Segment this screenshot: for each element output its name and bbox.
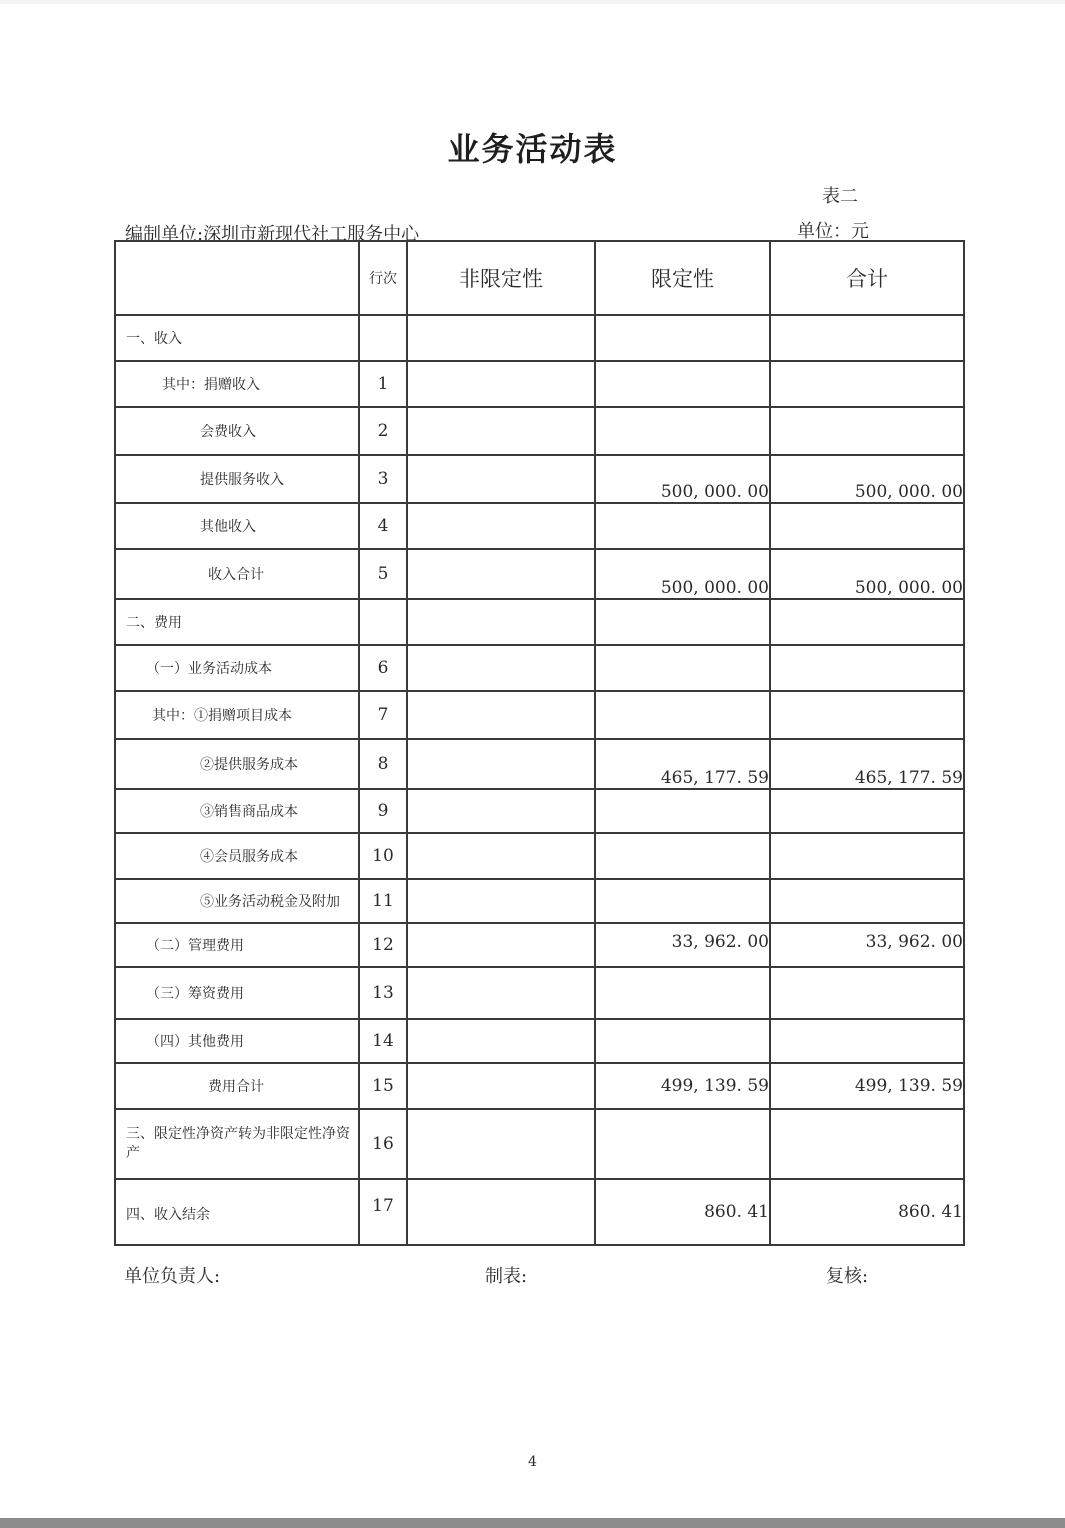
- row-unrestricted: [407, 1063, 595, 1109]
- row-unrestricted: [407, 923, 595, 967]
- business-activity-table: [114, 240, 965, 1246]
- row-unrestricted: [407, 1019, 595, 1063]
- row-restricted: 860. 41: [595, 1179, 770, 1245]
- row-line-no: 16: [359, 1109, 407, 1179]
- row-total: [770, 789, 964, 833]
- row-unrestricted: [407, 645, 595, 691]
- row-line-no: [359, 315, 407, 361]
- row-restricted: [595, 789, 770, 833]
- row-line-no: 8: [359, 739, 407, 789]
- row-restricted: [595, 879, 770, 923]
- row-restricted: 500, 000. 00: [595, 549, 770, 599]
- scan-edge-top: [0, 0, 1065, 4]
- page-number: 4: [528, 1454, 537, 1470]
- page-title: 业务活动表: [447, 130, 618, 168]
- row-restricted: [595, 967, 770, 1019]
- row-total: [770, 967, 964, 1019]
- row-total: [770, 1019, 964, 1063]
- row-line-no: 14: [359, 1019, 407, 1063]
- row-label: （四）其他费用: [115, 1019, 359, 1063]
- table-row: [115, 879, 964, 923]
- row-label: （一）业务活动成本: [115, 645, 359, 691]
- row-total: 500, 000. 00: [770, 455, 964, 503]
- table-row: [115, 315, 964, 361]
- row-total: [770, 361, 964, 407]
- row-line-no: 10: [359, 833, 407, 879]
- row-line-no: 11: [359, 879, 407, 923]
- row-restricted: [595, 1019, 770, 1063]
- row-line-no: 1: [359, 361, 407, 407]
- row-total: 500, 000. 00: [770, 549, 964, 599]
- row-label: ⑤业务活动税金及附加: [115, 879, 359, 923]
- row-unrestricted: [407, 739, 595, 789]
- row-unrestricted: [407, 789, 595, 833]
- row-unrestricted: [407, 879, 595, 923]
- row-line-no: 7: [359, 691, 407, 739]
- row-restricted: [595, 315, 770, 361]
- table-number: 表二: [822, 186, 858, 207]
- table-row: [115, 549, 964, 599]
- table-row: [115, 407, 964, 455]
- table-row: [115, 599, 964, 645]
- table-row: [115, 691, 964, 739]
- row-line-no: 12: [359, 923, 407, 967]
- table-row: [115, 833, 964, 879]
- table-row: [115, 967, 964, 1019]
- row-label: （二）管理费用: [115, 923, 359, 967]
- row-unrestricted: [407, 599, 595, 645]
- row-unrestricted: [407, 503, 595, 549]
- row-line-no: 4: [359, 503, 407, 549]
- row-label: ②提供服务成本: [115, 739, 359, 789]
- row-label: ④会员服务成本: [115, 833, 359, 879]
- row-restricted: [595, 361, 770, 407]
- row-unrestricted: [407, 691, 595, 739]
- table-row: [115, 503, 964, 549]
- scan-edge-bottom: [0, 1518, 1065, 1528]
- organization-label: 编制单位:深圳市新现代社工服务中心: [125, 224, 420, 245]
- header-unrestricted: 非限定性: [407, 241, 595, 315]
- row-unrestricted: [407, 1109, 595, 1179]
- row-total: [770, 645, 964, 691]
- row-unrestricted: [407, 833, 595, 879]
- row-total: [770, 503, 964, 549]
- row-unrestricted: [407, 455, 595, 503]
- row-total: 33, 962. 00: [770, 923, 964, 967]
- row-restricted: [595, 599, 770, 645]
- header-total: 合计: [770, 241, 964, 315]
- row-restricted: [595, 645, 770, 691]
- row-line-no: 13: [359, 967, 407, 1019]
- row-line-no: 9: [359, 789, 407, 833]
- row-label: 其他收入: [115, 503, 359, 549]
- footer-prepared-by: 制表:: [485, 1266, 528, 1287]
- table-row: [115, 455, 964, 503]
- row-restricted: 500, 000. 00: [595, 455, 770, 503]
- row-label: 会费收入: [115, 407, 359, 455]
- row-restricted: [595, 691, 770, 739]
- row-unrestricted: [407, 315, 595, 361]
- row-label: 其中：捐赠收入: [115, 361, 359, 407]
- row-label: 提供服务收入: [115, 455, 359, 503]
- row-line-no: 3: [359, 455, 407, 503]
- row-unrestricted: [407, 549, 595, 599]
- row-restricted: 499, 139. 59: [595, 1063, 770, 1109]
- table-row: [115, 923, 964, 967]
- row-label: 一、收入: [115, 315, 359, 361]
- row-restricted: [595, 407, 770, 455]
- table-row: [115, 361, 964, 407]
- row-total: 499, 139. 59: [770, 1063, 964, 1109]
- row-restricted: [595, 833, 770, 879]
- table-row: [115, 739, 964, 789]
- footer-reviewed-by: 复核:: [826, 1266, 869, 1287]
- row-total: [770, 691, 964, 739]
- row-restricted: [595, 503, 770, 549]
- table-row: [115, 1063, 964, 1109]
- row-label: 收入合计: [115, 549, 359, 599]
- row-total: [770, 315, 964, 361]
- row-restricted: 465, 177. 59: [595, 739, 770, 789]
- row-label: 四、收入结余: [115, 1179, 359, 1245]
- table-row: [115, 645, 964, 691]
- row-line-no: [359, 599, 407, 645]
- row-total: [770, 833, 964, 879]
- table-row: [115, 1179, 964, 1245]
- row-unrestricted: [407, 967, 595, 1019]
- row-total: [770, 1109, 964, 1179]
- row-line-no: 2: [359, 407, 407, 455]
- row-label: ③销售商品成本: [115, 789, 359, 833]
- table-row: [115, 1109, 964, 1179]
- row-line-no: 17: [359, 1179, 407, 1245]
- row-line-no: 15: [359, 1063, 407, 1109]
- header-restricted: 限定性: [595, 241, 770, 315]
- table-header-row: [115, 241, 964, 315]
- row-total: 465, 177. 59: [770, 739, 964, 789]
- row-line-no: 6: [359, 645, 407, 691]
- row-total: [770, 599, 964, 645]
- footer-responsible: 单位负责人:: [124, 1266, 221, 1287]
- row-label: 费用合计: [115, 1063, 359, 1109]
- header-line-no: 行次: [359, 241, 407, 315]
- row-unrestricted: [407, 1179, 595, 1245]
- row-line-no: 5: [359, 549, 407, 599]
- row-unrestricted: [407, 361, 595, 407]
- row-unrestricted: [407, 407, 595, 455]
- row-total: [770, 879, 964, 923]
- row-label: 三、限定性净资产转为非限定性净资产: [115, 1109, 359, 1179]
- row-total: [770, 407, 964, 455]
- header-item: [115, 241, 359, 315]
- row-label: 其中：①捐赠项目成本: [115, 691, 359, 739]
- currency-unit-label: 单位：元: [797, 221, 869, 242]
- table-row: [115, 1019, 964, 1063]
- row-total: 860. 41: [770, 1179, 964, 1245]
- row-label: （三）筹资费用: [115, 967, 359, 1019]
- row-restricted: [595, 1109, 770, 1179]
- row-restricted: 33, 962. 00: [595, 923, 770, 967]
- row-label: 二、费用: [115, 599, 359, 645]
- table-row: [115, 789, 964, 833]
